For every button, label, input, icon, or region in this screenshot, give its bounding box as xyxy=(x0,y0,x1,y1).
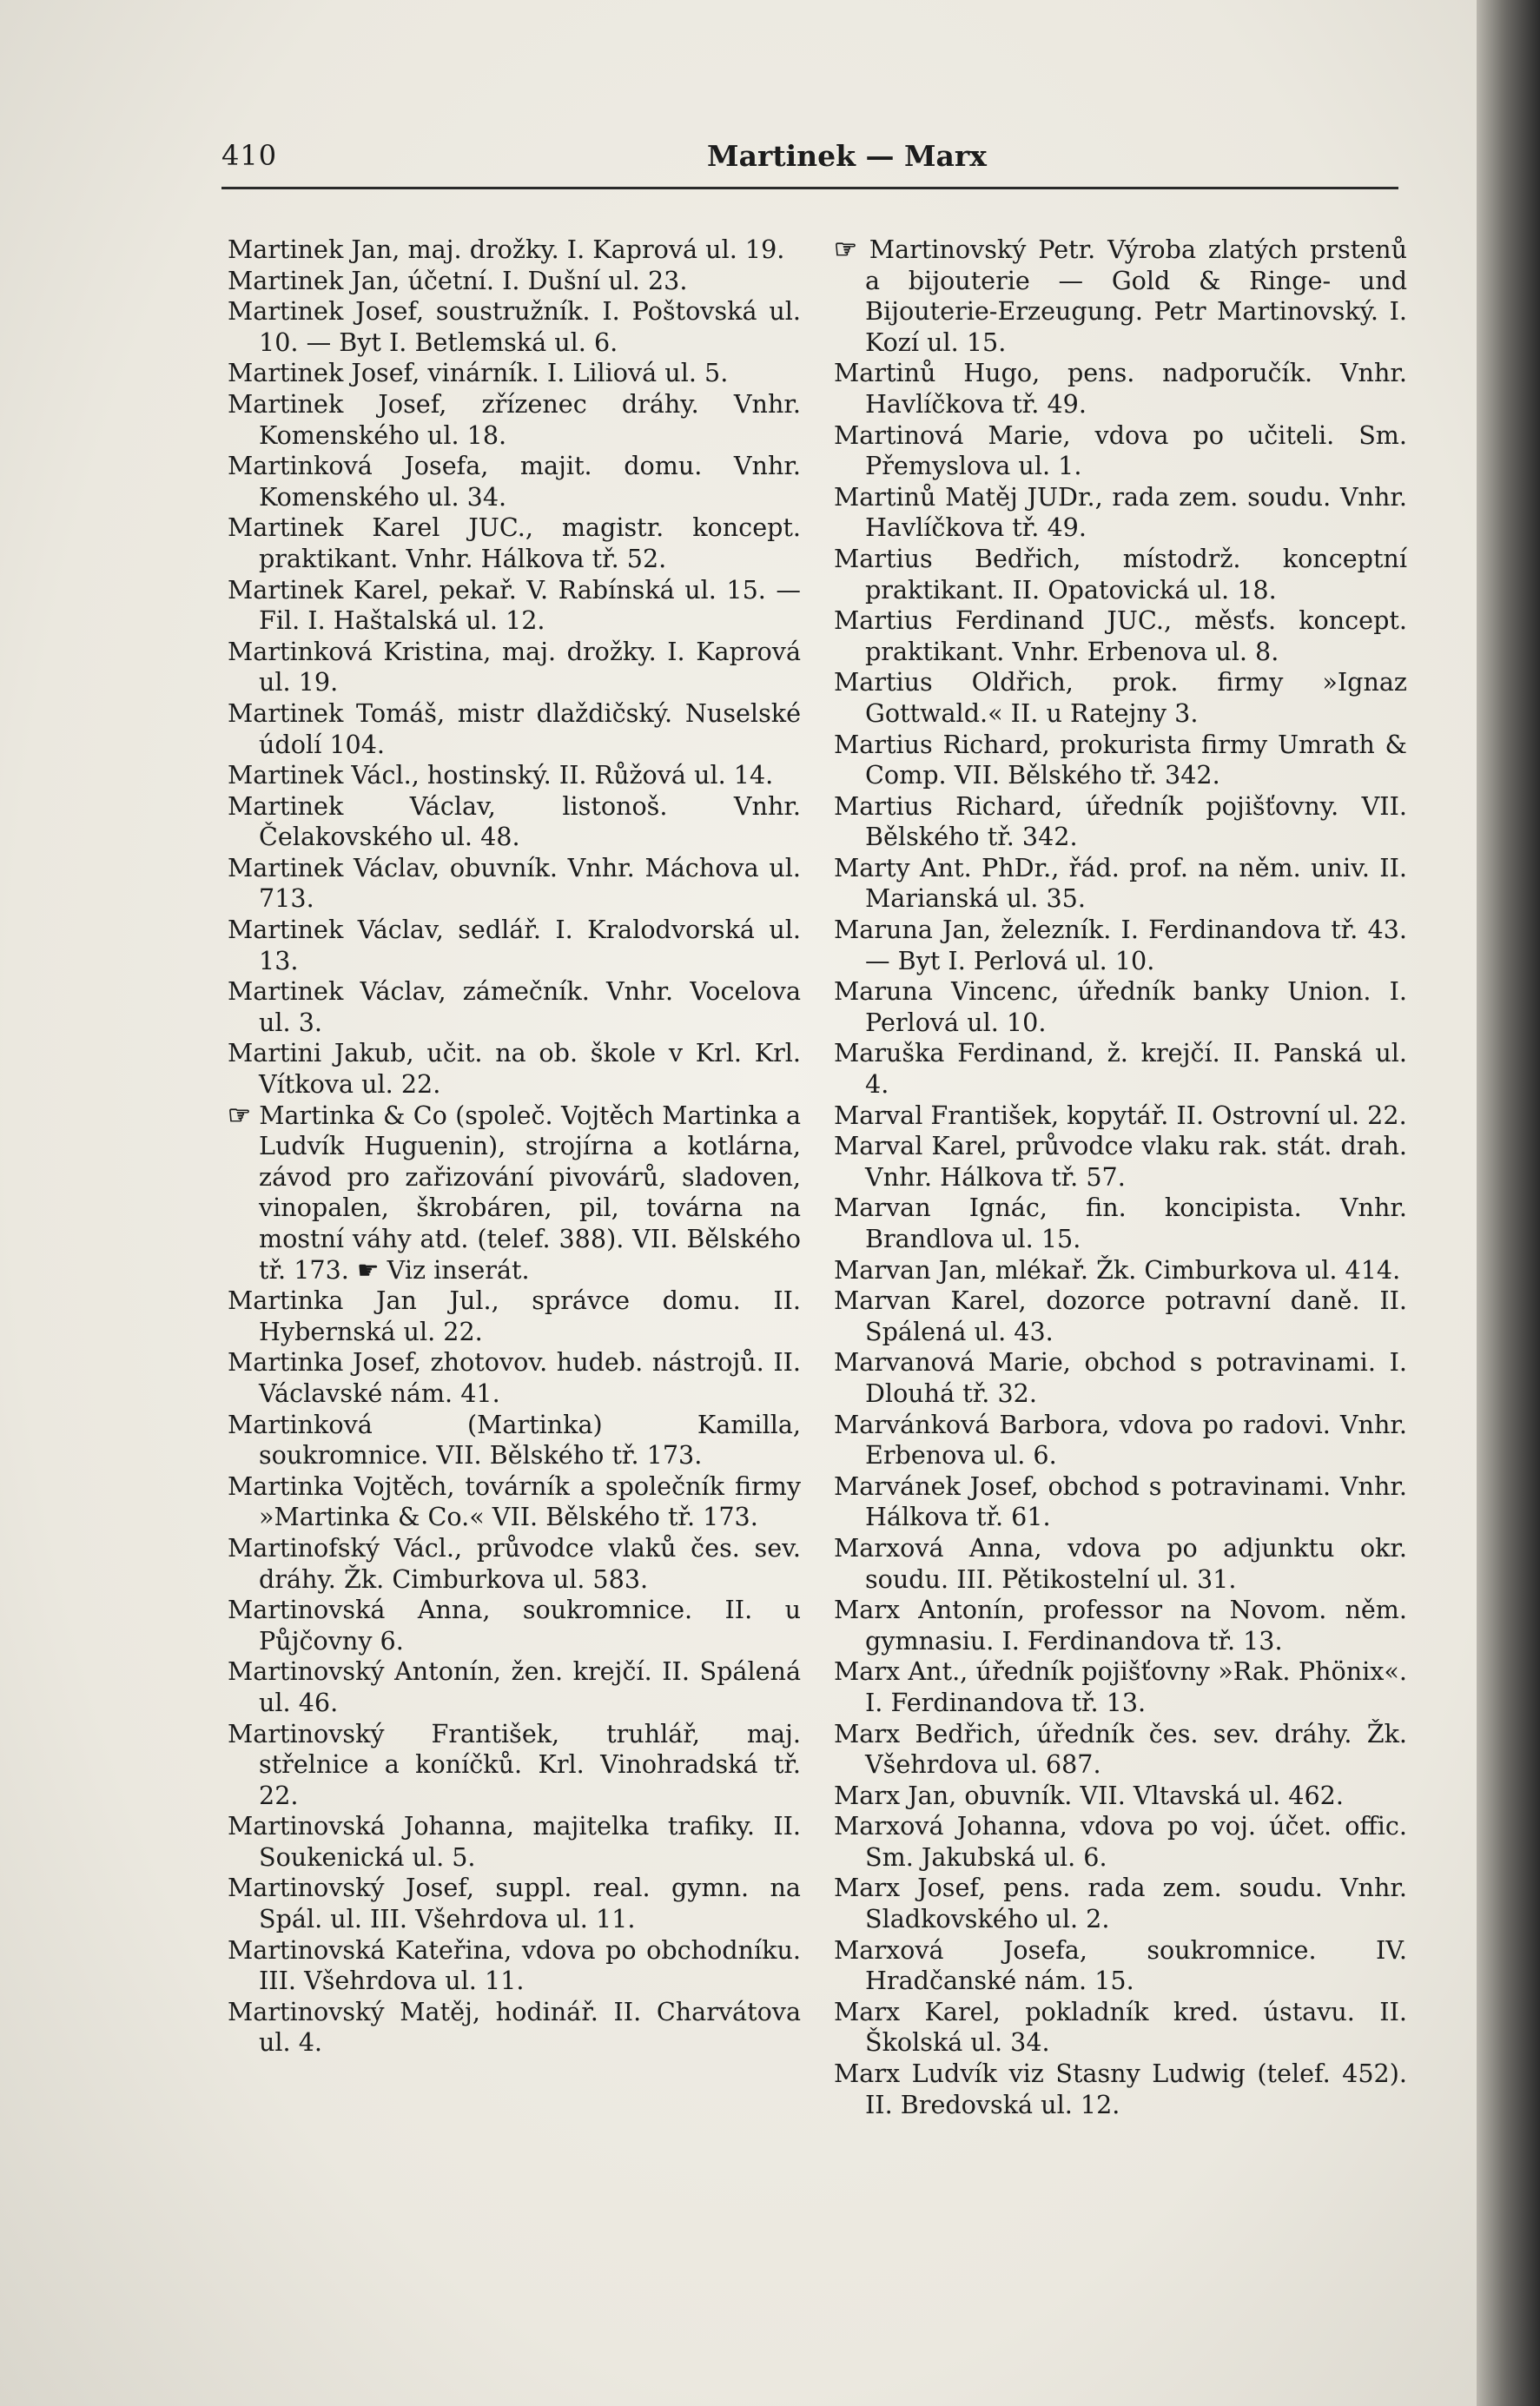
directory-entry xyxy=(834,1811,1407,1873)
entry-text: Martinek Josef, zřízenec dráhy. Vnhr. Komenského ul. 18. xyxy=(228,388,801,450)
entry-text: Marvánková Barbora, vdova po radovi. Vnhr. Erbenova ul. 6. xyxy=(834,1409,1407,1471)
entry-text: Martinka Jan Jul., správce domu. II. Hybernská ul. 22. xyxy=(228,1286,801,1346)
directory-entry xyxy=(834,1255,1407,1286)
directory-entry xyxy=(834,1286,1407,1347)
directory-entry xyxy=(228,976,801,1038)
entry-text: Martinková Josefa, majit. domu. Vnhr. Komenského ul. 34. xyxy=(228,451,801,512)
entry-text: Martinek Jan, maj. drožky. I. Kaprová ul. 19. xyxy=(228,235,785,264)
directory-entry xyxy=(834,482,1407,544)
directory-entry xyxy=(834,544,1407,605)
entry-text: Martinek Karel JUC., magistr. koncept. praktikant. Vnhr. Hálkova tř. 52. xyxy=(228,512,801,573)
directory-entry xyxy=(228,575,801,637)
entry-text: Martinová Marie, vdova po učiteli. Sm. Přemyslova ul. 1. xyxy=(834,420,1407,481)
directory-entry xyxy=(228,1811,801,1873)
entry-text: Martinka Josef, zhotovov. hudeb. nástrojů. II. Václavské nám. 41. xyxy=(228,1347,801,1408)
entry-text: Marx Jan, obuvník. VII. Vltavská ul. 462. xyxy=(834,1780,1344,1810)
entry-text: Martius Richard, prokurista firmy Umrath & Comp. VII. Bělského tř. 342. xyxy=(834,729,1407,790)
entry-text: Marx Josef, pens. rada zem. soudu. Vnhr. Sladkovského ul. 2. xyxy=(834,1873,1407,1934)
directory-entry xyxy=(834,1410,1407,1471)
entry-text: Martini Jakub, učit. na ob. škole v Krl. Krl. Vítkova ul. 22. xyxy=(228,1038,801,1100)
directory-entry xyxy=(228,451,801,512)
entry-text: Marvan Ignác, fin. koncipista. Vnhr. Brandlova ul. 15. xyxy=(834,1193,1407,1253)
directory-entry xyxy=(834,1781,1407,1812)
entry-text: Marxová Josefa, soukromnice. IV. Hradčanské nám. 15. xyxy=(834,1934,1407,1996)
directory-entry xyxy=(834,235,1407,358)
entry-text: Marty Ant. PhDr., řád. prof. na něm. univ. II. Marianská ul. 35. xyxy=(834,852,1407,914)
directory-entry xyxy=(834,853,1407,915)
left-column xyxy=(228,235,801,2059)
entry-text: Martius Oldřich, prok. firmy »Ignaz Gottwald.« II. u Ratejny 3. xyxy=(834,667,1407,728)
directory-entry xyxy=(834,667,1407,729)
entry-text: Martinovský František, truhlář, maj. střelnice a koníčků. Krl. Vinohradská tř. 22. xyxy=(228,1718,801,1810)
entry-text: Martinovská Johanna, majitelka trafiky. II. Soukenická ul. 5. xyxy=(228,1811,801,1872)
entry-text: Martius Ferdinand JUC., měsťs. koncept. praktikant. Vnhr. Erbenova ul. 8. xyxy=(834,605,1407,666)
directory-entry xyxy=(228,1347,801,1409)
entry-text: Marx Bedřich, úředník čes. sev. dráhy. Žk. Všehrdova ul. 687. xyxy=(834,1718,1407,1780)
entry-text: Martinů Hugo, pens. nadporučík. Vnhr. Havlíčkova tř. 49. xyxy=(834,358,1407,419)
directory-entry xyxy=(228,235,801,266)
entry-text: Marx Ludvík viz Stasny Ludwig (telef. 452). II. Bredovská ul. 12. xyxy=(834,2059,1407,2119)
entry-text: Marvan Karel, dozorce potravní daně. II. Spálená ul. 43. xyxy=(834,1286,1407,1346)
directory-entry xyxy=(228,1038,801,1100)
entry-text: Maruška Ferdinand, ž. krejčí. II. Panská ul. 4. xyxy=(834,1038,1407,1100)
entry-text: Marval Karel, průvodce vlaku rak. stát. drah. Vnhr. Hálkova tř. 57. xyxy=(834,1131,1407,1192)
entry-text: Marx Ant., úředník pojišťovny »Rak. Phönix«. I. Ferdinandova tř. 13. xyxy=(834,1656,1407,1717)
entry-text: Martinovský Antonín, žen. krejčí. II. Spálená ul. 46. xyxy=(228,1656,801,1717)
entry-text: Martinek Václav, zámečník. Vnhr. Vocelova ul. 3. xyxy=(228,976,801,1037)
directory-entry xyxy=(834,1656,1407,1718)
entry-text: Martinek Karel, pekař. V. Rabínská ul. 15. — Fil. I. Haštalská ul. 12. xyxy=(228,574,801,636)
directory-entry xyxy=(228,266,801,297)
directory-entry xyxy=(228,760,801,791)
directory-entry xyxy=(228,1935,801,1997)
directory-entry xyxy=(834,1193,1407,1254)
directory-entry xyxy=(834,605,1407,667)
directory-entry xyxy=(228,1997,801,2059)
directory-entry xyxy=(228,637,801,698)
directory-entry xyxy=(228,1595,801,1656)
entry-text: Martinek Tomáš, mistr dlaždičský. Nuselské údolí 104. xyxy=(228,697,801,759)
entry-text: Martinek Václ., hostinský. II. Růžová ul. 14. xyxy=(228,760,774,790)
directory-entry xyxy=(228,1719,801,1812)
entry-text: Martius Bedřich, místodrž. konceptní praktikant. II. Opatovická ul. 18. xyxy=(834,543,1407,605)
entry-text: Martinková (Martinka) Kamilla, soukromnice. VII. Bělského tř. 173. xyxy=(228,1409,801,1471)
directory-entry xyxy=(834,1595,1407,1656)
entry-text: Martinek Václav, listonoš. Vnhr. Čelakovského ul. 48. xyxy=(228,790,801,852)
entry-text: Maruna Vincenc, úředník banky Union. I. Perlová ul. 10. xyxy=(834,976,1407,1037)
entry-text: Martius Richard, úředník pojišťovny. VII. Bělského tř. 342. xyxy=(834,790,1407,852)
entry-text: Marvan Jan, mlékař. Žk. Cimburkova ul. 414. xyxy=(834,1254,1401,1285)
directory-entry xyxy=(834,976,1407,1038)
entry-text: Martinek Josef, vinárník. I. Liliová ul. 5. xyxy=(228,358,729,388)
entry-text: Martinková Kristina, maj. drožky. I. Kaprová ul. 19. xyxy=(228,636,801,697)
directory-entry xyxy=(834,730,1407,791)
directory-entry xyxy=(834,1935,1407,1997)
running-title: Martinek — Marx xyxy=(707,139,987,173)
directory-entry xyxy=(228,1101,801,1286)
entry-text: Martinek Jan, účetní. I. Dušní ul. 23. xyxy=(228,265,688,295)
directory-entry xyxy=(228,512,801,574)
directory-entry xyxy=(228,1471,801,1533)
directory-entry xyxy=(228,358,801,389)
directory-entry xyxy=(228,1286,801,1347)
entry-text: Marval František, kopytář. II. Ostrovní ul. 22. xyxy=(834,1100,1407,1130)
directory-entry xyxy=(228,296,801,358)
directory-entry xyxy=(834,1719,1407,1781)
entry-text: Martinka & Co (společ. Vojtěch Martinka a Ludvík Huguenin), strojírna a kotlárna, závod pro zařizování pivovárů, sladoven, vinopalen, škrobáren, pil, továrna na mostní váhy atd. (telef. 388). VII. Bělského tř. 173. ☛ Viz inserát. xyxy=(259,1100,801,1285)
directory-entry xyxy=(834,1347,1407,1409)
entry-text: Maruna Jan, železník. I. Ferdinandova tř. 43. — Byt I. Perlová ul. 10. xyxy=(834,915,1407,975)
entry-text: Marxová Johanna, vdova po voj. účet. offic. Sm. Jakubská ul. 6. xyxy=(834,1811,1407,1872)
directory-entry xyxy=(834,1997,1407,2059)
entry-text: Marxová Anna, vdova po adjunktu okr. soudu. III. Pětikostelní ul. 31. xyxy=(834,1532,1407,1594)
directory-entry xyxy=(834,1471,1407,1533)
directory-entry xyxy=(228,698,801,760)
directory-entry xyxy=(834,791,1407,853)
entry-text: Martinka Vojtěch, továrník a společník firmy »Martinka & Co.« VII. Bělského tř. 173. xyxy=(228,1471,801,1532)
directory-entry xyxy=(834,1101,1407,1132)
entry-text: Martinů Matěj JUDr., rada zem. soudu. Vnhr. Havlíčkova tř. 49. xyxy=(834,481,1407,543)
page-number: 410 xyxy=(221,139,278,172)
directory-entry xyxy=(834,915,1407,976)
entry-text: Martinovská Kateřina, vdova po obchodníku. III. Všehrdova ul. 11. xyxy=(228,1934,801,1996)
entry-text: Martinek Josef, soustružník. I. Poštovská ul. 10. — Byt I. Betlemská ul. 6. xyxy=(228,296,801,357)
pointing-hand-icon: ☞ xyxy=(834,235,857,265)
directory-entry xyxy=(228,389,801,451)
directory-entry xyxy=(834,2059,1407,2120)
directory-entry xyxy=(834,1533,1407,1595)
entry-text: Martinovská Anna, soukromnice. II. u Půjčovny 6. xyxy=(228,1595,801,1656)
directory-entry xyxy=(228,853,801,915)
directory-entry xyxy=(228,1656,801,1718)
entry-text: Martinovský Matěj, hodinář. II. Charvátova ul. 4. xyxy=(228,1996,801,2058)
directory-entry xyxy=(834,1038,1407,1100)
entry-text: Martinovský Petr. Výroba zlatých prstenů a bijouterie — Gold & Ringe- und Bijouterie-Erzeugung. Petr Martinovský. I. Kozí ul. 15. xyxy=(865,235,1407,357)
directory-entry xyxy=(228,791,801,853)
directory-entry xyxy=(834,1131,1407,1193)
directory-entry xyxy=(834,1873,1407,1934)
entry-text: Marx Antonín, professor na Novom. něm. gymnasiu. I. Ferdinandova tř. 13. xyxy=(834,1595,1407,1656)
entry-text: Marvanová Marie, obchod s potravinami. I. Dlouhá tř. 32. xyxy=(834,1347,1407,1408)
book-binding-edge xyxy=(1477,0,1540,2406)
header-rule xyxy=(221,187,1398,189)
pointing-hand-icon: ☞ xyxy=(228,1100,251,1131)
entry-text: Martinovský Josef, suppl. real. gymn. na Spál. ul. III. Všehrdova ul. 11. xyxy=(228,1873,801,1934)
directory-entry xyxy=(834,358,1407,420)
entry-text: Martinek Václav, obuvník. Vnhr. Máchova ul. 713. xyxy=(228,852,801,914)
directory-entry xyxy=(228,915,801,976)
directory-entry xyxy=(228,1533,801,1595)
page-header xyxy=(221,139,1398,182)
directory-entry xyxy=(228,1410,801,1471)
entry-text: Martinek Václav, sedlář. I. Kralodvorská ul. 13. xyxy=(228,915,801,975)
right-column xyxy=(834,235,1407,2120)
entry-text: Martinofský Václ., průvodce vlaků čes. sev. dráhy. Žk. Cimburkova ul. 583. xyxy=(228,1532,801,1594)
directory-entry xyxy=(228,1873,801,1934)
entry-text: Marvánek Josef, obchod s potravinami. Vnhr. Hálkova tř. 61. xyxy=(834,1471,1407,1532)
directory-entry xyxy=(834,420,1407,482)
entry-text: Marx Karel, pokladník kred. ústavu. II. Školská ul. 34. xyxy=(834,1996,1407,2058)
